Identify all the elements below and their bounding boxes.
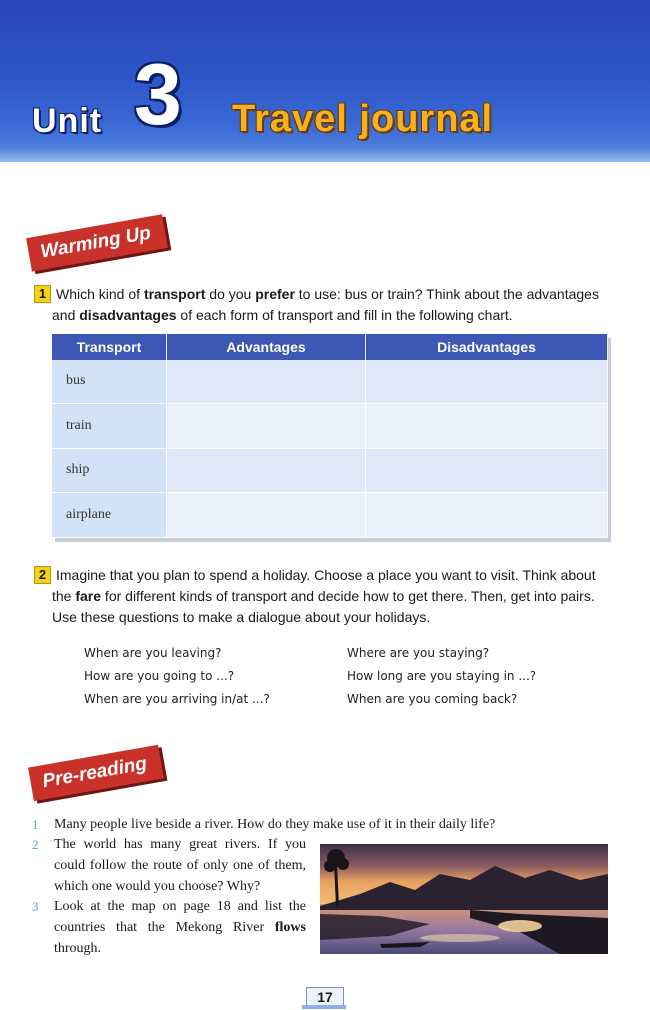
question-number-badge: 2 xyxy=(34,566,51,584)
list-item: How long are you staying in ...? xyxy=(347,669,537,683)
sunset-river-image xyxy=(320,844,608,954)
unit-label: Unit xyxy=(32,102,103,140)
chart-row-label: airplane xyxy=(52,493,167,538)
table-row xyxy=(52,448,608,493)
item-number: 2 xyxy=(32,837,39,852)
advantages-cell[interactable] xyxy=(167,360,366,403)
chart-row-label: bus xyxy=(52,360,167,403)
disadvantages-cell[interactable] xyxy=(366,448,608,493)
disadvantages-cell[interactable] xyxy=(366,360,608,403)
list-item: When are you coming back? xyxy=(347,692,518,706)
chart-row-label: train xyxy=(52,403,167,448)
chart-header-advantages: Advantages xyxy=(167,334,366,360)
table-row xyxy=(52,403,608,448)
unit-number: 3 xyxy=(134,47,182,143)
question-number-badge: 1 xyxy=(34,285,51,303)
list-item: When are you leaving? xyxy=(84,646,222,660)
advantages-cell[interactable] xyxy=(167,448,366,493)
item-number: 3 xyxy=(32,899,39,914)
page-number: 17 xyxy=(306,987,344,1007)
chart-header-transport: Transport xyxy=(52,334,167,360)
item-number: 1 xyxy=(32,817,39,832)
pre-reading-item-2: 2 The world has many great rivers. If you could follow the route of only one of them, which one would you choose? Why? xyxy=(54,834,306,897)
pre-reading-item-3: 3 Look at the map on page 18 and list the countries that the Mekong River flows through. xyxy=(54,896,306,959)
question-2: 2 Imagine that you plan to spend a holiday. Choose a place you want to visit. Think about the fare for different kinds of transport and decide how to get there. Then, get into pairs. Use these questions to make a dialogue about your holidays. xyxy=(34,565,624,628)
question-1: 1 Which kind of transport do you prefer to use: bus or train? Think about the advantages and disadvantages of each form of transport and fill in the following chart. xyxy=(34,284,624,326)
questions-right xyxy=(347,642,536,711)
list-item: How are you going to ...? xyxy=(84,669,235,683)
pre-reading-tag: Pre-reading xyxy=(28,745,163,801)
list-item: Where are you staying? xyxy=(347,646,490,660)
warming-up-tag: Warming Up xyxy=(26,214,167,271)
chart-header-disadvantages: Disadvantages xyxy=(366,334,608,360)
pre-reading-item-1: 1 Many people live beside a river. How do they make use of it in their daily life? xyxy=(54,814,574,835)
mekong-river-photo xyxy=(320,844,608,954)
transport-chart xyxy=(52,334,608,538)
table-row xyxy=(52,493,608,538)
header-banner xyxy=(0,0,650,162)
page-number-bar xyxy=(302,1005,346,1009)
chart-row-label: ship xyxy=(52,448,167,493)
disadvantages-cell[interactable] xyxy=(366,493,608,538)
advantages-cell[interactable] xyxy=(167,403,366,448)
advantages-cell[interactable] xyxy=(167,493,366,538)
list-item: When are you arriving in/at ...? xyxy=(84,692,270,706)
questions-left xyxy=(84,642,270,711)
unit-title: Travel journal xyxy=(232,98,494,140)
disadvantages-cell[interactable] xyxy=(366,403,608,448)
table-row xyxy=(52,360,608,403)
